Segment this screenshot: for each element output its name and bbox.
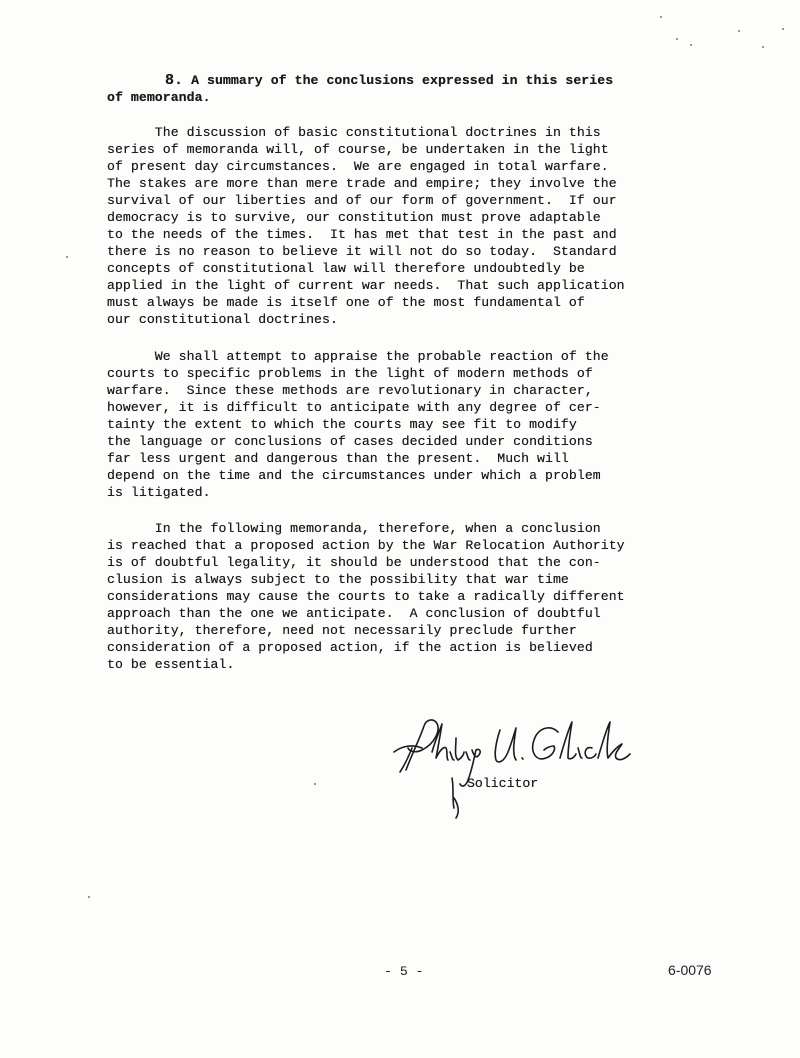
scan-speck [676, 38, 678, 40]
paragraph-3-line: consideration of a proposed action, if the action is believed [107, 640, 593, 655]
paragraph-1-line: our constitutional doctrines. [107, 312, 338, 327]
paragraph-3-line: is reached that a proposed action by the War Relocation Authority [107, 538, 625, 553]
paragraph-1-line: concepts of constitutional law will therefore undoubtedly be [107, 261, 585, 276]
section-heading-text: A summary of the conclusions expressed in this series [191, 73, 614, 88]
scan-speck [782, 28, 784, 30]
paragraph-1-line: applied in the light of current war needs. That such application [107, 278, 625, 293]
section-number: 8. [165, 72, 184, 89]
paragraph-2-line: the language or conclusions of cases decided under conditions [107, 434, 593, 449]
scan-speck [88, 896, 90, 898]
paragraph-1-line: democracy is to survive, our constitution must prove adaptable [107, 210, 601, 225]
paragraph-1-line: series of memoranda will, of course, be undertaken in the light [107, 142, 609, 157]
paragraph-3-line: approach than the one we anticipate. A conclusion of doubtful [107, 606, 601, 621]
paragraph-2-line: We shall attempt to appraise the probable reaction of the [107, 349, 609, 364]
scan-speck [738, 30, 740, 32]
section-heading-line-1 [165, 72, 613, 89]
paragraph-3-line: to be essential. [107, 657, 235, 672]
paragraph-2-line: however, it is difficult to anticipate with any degree of cer- [107, 400, 601, 415]
signatory-title: Solicitor [467, 776, 539, 791]
paragraph-2-line: courts to specific problems in the light of modern methods of [107, 366, 593, 381]
paragraph-3-line: authority, therefore, need not necessarily preclude further [107, 623, 577, 638]
paragraph-2-line: is litigated. [107, 485, 211, 500]
paragraph-2-line: depend on the time and the circumstances under which a problem [107, 468, 601, 483]
paragraph-3-line: In the following memoranda, therefore, when a conclusion [107, 521, 601, 536]
paragraph-2-line: warfare. Since these methods are revolutionary in character, [107, 383, 593, 398]
scan-speck [314, 783, 316, 785]
scan-speck [66, 256, 68, 258]
scan-speck [762, 46, 764, 48]
scan-speck [690, 44, 692, 46]
section-heading-line-2: of memoranda. [107, 90, 211, 105]
document-number: 6-0076 [668, 962, 712, 978]
paragraph-1-line: The stakes are more than mere trade and empire; they involve the [107, 176, 617, 191]
handwritten-signature [392, 708, 642, 828]
paragraph-2-line: tainty the extent to which the courts may see fit to modify [107, 417, 577, 432]
paragraph-1-line: of present day circumstances. We are engaged in total warfare. [107, 159, 609, 174]
paragraph-3-line: clusion is always subject to the possibility that war time [107, 572, 569, 587]
paragraph-1-line: to the needs of the times. It has met that test in the past and [107, 227, 617, 242]
paragraph-2-line: far less urgent and dangerous than the present. Much will [107, 451, 569, 466]
paragraph-1-line: must always be made is itself one of the most fundamental of [107, 295, 585, 310]
paragraph-3-line: considerations may cause the courts to take a radically different [107, 589, 625, 604]
paragraph-3-line: is of doubtful legality, it should be understood that the con- [107, 555, 601, 570]
paragraph-1-line: there is no reason to believe it will not do so today. Standard [107, 244, 617, 259]
paragraph-1-line: survival of our liberties and of our form of government. If our [107, 193, 617, 208]
paragraph-1-line: The discussion of basic constitutional doctrines in this [107, 125, 601, 140]
page-number: - 5 - [384, 964, 424, 979]
scan-speck [660, 16, 662, 18]
